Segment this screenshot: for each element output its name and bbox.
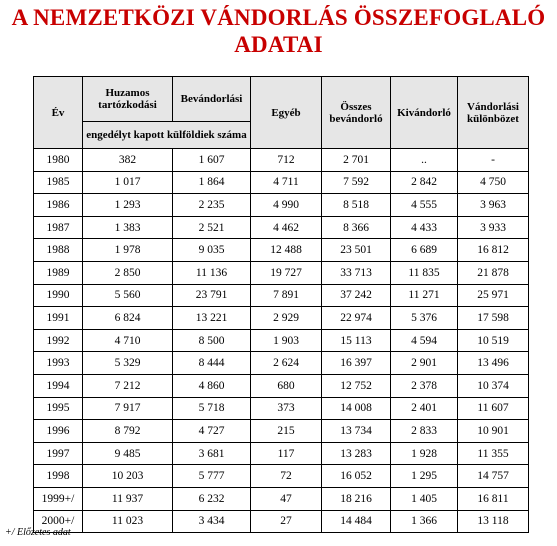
value-cell: 2 378 (391, 374, 458, 397)
value-cell: 9 035 (173, 239, 251, 262)
value-cell: 5 329 (83, 352, 173, 375)
value-cell: 11 607 (458, 397, 529, 420)
value-cell: 16 812 (458, 239, 529, 262)
value-cell: 23 501 (322, 239, 391, 262)
value-cell: 8 444 (173, 352, 251, 375)
value-cell: 1 366 (391, 510, 458, 533)
value-cell: 7 592 (322, 171, 391, 194)
value-cell: 4 750 (458, 171, 529, 194)
table-row (34, 261, 529, 284)
value-cell: 27 (251, 510, 322, 533)
value-cell: 4 860 (173, 374, 251, 397)
header-kulonbozet: Vándorlási különbözet (458, 77, 529, 149)
value-cell: 1 293 (83, 194, 173, 217)
title-line-1: A NEMZETKÖZI VÁNDORLÁS ÖSSZEFOGLALÓ (11, 5, 546, 30)
value-cell: 8 792 (83, 420, 173, 443)
value-cell: 9 485 (83, 442, 173, 465)
value-cell: 33 713 (322, 261, 391, 284)
value-cell: 11 937 (83, 487, 173, 510)
value-cell: 13 496 (458, 352, 529, 375)
year-cell: 1987 (34, 216, 83, 239)
value-cell: 72 (251, 465, 322, 488)
value-cell: 18 216 (322, 487, 391, 510)
value-cell: 117 (251, 442, 322, 465)
value-cell: 5 777 (173, 465, 251, 488)
header-huzamos: Huzamos tartózkodási (83, 77, 173, 122)
value-cell: 8 500 (173, 329, 251, 352)
value-cell: 7 891 (251, 284, 322, 307)
value-cell: 1 405 (391, 487, 458, 510)
value-cell: 10 519 (458, 329, 529, 352)
table-row (34, 397, 529, 420)
value-cell: 3 963 (458, 194, 529, 217)
value-cell: 2 929 (251, 307, 322, 330)
value-cell: 373 (251, 397, 322, 420)
value-cell: 382 (83, 149, 173, 172)
year-cell: 1990 (34, 284, 83, 307)
value-cell: 37 242 (322, 284, 391, 307)
value-cell: 680 (251, 374, 322, 397)
value-cell: 8 366 (322, 216, 391, 239)
header-ev: Év (34, 77, 83, 149)
value-cell: 15 113 (322, 329, 391, 352)
value-cell: 4 727 (173, 420, 251, 443)
title-line-2: ADATAI (234, 32, 323, 57)
table-row (34, 149, 529, 172)
value-cell: 14 484 (322, 510, 391, 533)
year-cell: 1995 (34, 397, 83, 420)
value-cell: 11 835 (391, 261, 458, 284)
table-header (34, 77, 529, 149)
value-cell: 16 397 (322, 352, 391, 375)
value-cell: - (458, 149, 529, 172)
value-cell: 13 734 (322, 420, 391, 443)
value-cell: .. (391, 149, 458, 172)
value-cell: 3 933 (458, 216, 529, 239)
value-cell: 1 864 (173, 171, 251, 194)
value-cell: 23 791 (173, 284, 251, 307)
year-cell: 2000+/ (34, 510, 83, 533)
year-cell: 1993 (34, 352, 83, 375)
value-cell: 10 901 (458, 420, 529, 443)
value-cell: 5 718 (173, 397, 251, 420)
value-cell: 2 833 (391, 420, 458, 443)
value-cell: 25 971 (458, 284, 529, 307)
value-cell: 2 401 (391, 397, 458, 420)
table-row (34, 216, 529, 239)
value-cell: 2 624 (251, 352, 322, 375)
value-cell: 3 434 (173, 510, 251, 533)
year-cell: 1998 (34, 465, 83, 488)
value-cell: 11 136 (173, 261, 251, 284)
value-cell: 12 488 (251, 239, 322, 262)
value-cell: 5 560 (83, 284, 173, 307)
value-cell: 712 (251, 149, 322, 172)
value-cell: 19 727 (251, 261, 322, 284)
value-cell: 7 212 (83, 374, 173, 397)
value-cell: 14 008 (322, 397, 391, 420)
table-row (34, 374, 529, 397)
year-cell: 1994 (34, 374, 83, 397)
value-cell: 14 757 (458, 465, 529, 488)
value-cell: 4 462 (251, 216, 322, 239)
year-cell: 1992 (34, 329, 83, 352)
value-cell: 1 383 (83, 216, 173, 239)
header-egyeb: Egyéb (251, 77, 322, 149)
value-cell: 22 974 (322, 307, 391, 330)
value-cell: 1 607 (173, 149, 251, 172)
value-cell: 2 521 (173, 216, 251, 239)
value-cell: 11 023 (83, 510, 173, 533)
year-cell: 1989 (34, 261, 83, 284)
value-cell: 4 710 (83, 329, 173, 352)
year-cell: 1986 (34, 194, 83, 217)
value-cell: 4 711 (251, 171, 322, 194)
header-engedely: engedélyt kapott külföldiek száma (83, 122, 251, 149)
table-row (34, 352, 529, 375)
year-cell: 1980 (34, 149, 83, 172)
table-body (34, 149, 529, 533)
year-cell: 1997 (34, 442, 83, 465)
table-row (34, 194, 529, 217)
value-cell: 5 376 (391, 307, 458, 330)
value-cell: 16 811 (458, 487, 529, 510)
value-cell: 21 878 (458, 261, 529, 284)
value-cell: 1 928 (391, 442, 458, 465)
table-row (34, 329, 529, 352)
table-row (34, 510, 529, 533)
value-cell: 12 752 (322, 374, 391, 397)
value-cell: 47 (251, 487, 322, 510)
value-cell: 6 824 (83, 307, 173, 330)
table-row (34, 284, 529, 307)
value-cell: 4 433 (391, 216, 458, 239)
value-cell: 1 903 (251, 329, 322, 352)
table-row (34, 307, 529, 330)
value-cell: 1 295 (391, 465, 458, 488)
year-cell: 1988 (34, 239, 83, 262)
value-cell: 6 689 (391, 239, 458, 262)
value-cell: 13 221 (173, 307, 251, 330)
table-row (34, 239, 529, 262)
value-cell: 2 842 (391, 171, 458, 194)
value-cell: 4 990 (251, 194, 322, 217)
year-cell: 1996 (34, 420, 83, 443)
value-cell: 16 052 (322, 465, 391, 488)
value-cell: 2 235 (173, 194, 251, 217)
value-cell: 4 555 (391, 194, 458, 217)
header-osszes: Összes bevándorló (322, 77, 391, 149)
footnote: +/ Előzetes adat (5, 527, 71, 538)
table-row (34, 465, 529, 488)
value-cell: 3 681 (173, 442, 251, 465)
value-cell: 4 594 (391, 329, 458, 352)
value-cell: 7 917 (83, 397, 173, 420)
year-cell: 1999+/ (34, 487, 83, 510)
table-row (34, 487, 529, 510)
value-cell: 10 374 (458, 374, 529, 397)
value-cell: 2 850 (83, 261, 173, 284)
value-cell: 2 901 (391, 352, 458, 375)
value-cell: 2 701 (322, 149, 391, 172)
value-cell: 13 118 (458, 510, 529, 533)
value-cell: 11 271 (391, 284, 458, 307)
value-cell: 6 232 (173, 487, 251, 510)
page-title (0, 4, 557, 58)
table-row (34, 171, 529, 194)
value-cell: 11 355 (458, 442, 529, 465)
value-cell: 10 203 (83, 465, 173, 488)
value-cell: 215 (251, 420, 322, 443)
value-cell: 13 283 (322, 442, 391, 465)
year-cell: 1985 (34, 171, 83, 194)
year-cell: 1991 (34, 307, 83, 330)
migration-table (33, 76, 529, 533)
value-cell: 17 598 (458, 307, 529, 330)
table-row (34, 420, 529, 443)
header-kivandorlo: Kivándorló (391, 77, 458, 149)
value-cell: 8 518 (322, 194, 391, 217)
table-row (34, 442, 529, 465)
value-cell: 1 017 (83, 171, 173, 194)
header-bevandorlasi: Bevándorlási (173, 77, 251, 122)
value-cell: 1 978 (83, 239, 173, 262)
